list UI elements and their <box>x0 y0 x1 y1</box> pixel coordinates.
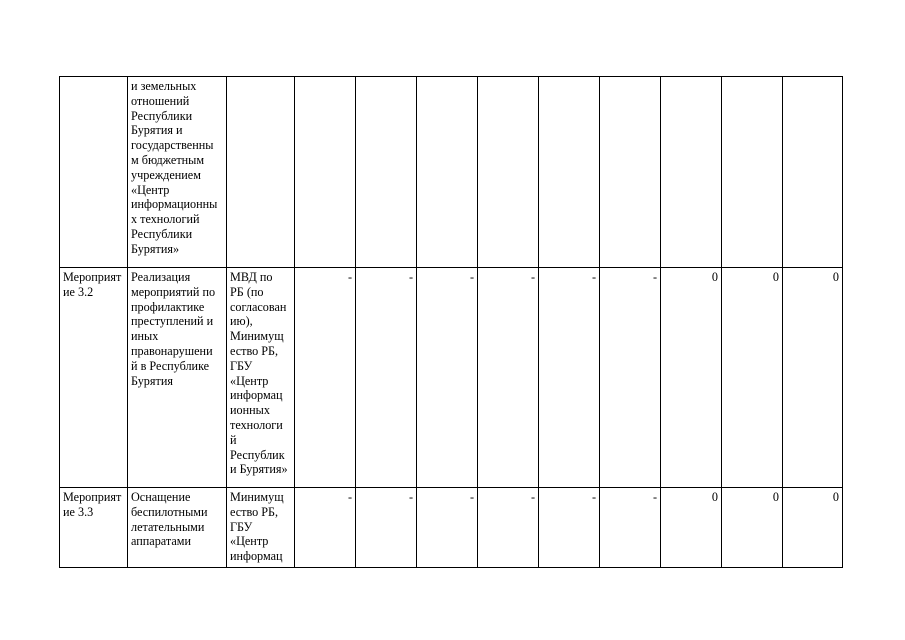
value-cell <box>417 77 478 268</box>
value-cell: - <box>539 268 600 488</box>
table-row <box>60 77 843 268</box>
value-cell: - <box>600 268 661 488</box>
value-cell: 0 <box>722 268 783 488</box>
value-cell <box>295 77 356 268</box>
value-cell: - <box>356 488 417 568</box>
measure-code-cell: Мероприят ие 3.3 <box>60 488 128 568</box>
value-cell: - <box>417 268 478 488</box>
measure-code-cell: Мероприят ие 3.2 <box>60 268 128 488</box>
value-cell: 0 <box>783 268 843 488</box>
measure-code-cell <box>60 77 128 268</box>
table-row <box>60 488 843 568</box>
value-cell <box>600 77 661 268</box>
value-cell <box>356 77 417 268</box>
value-cell: - <box>295 268 356 488</box>
executor-cell: Минимущ ество РБ, ГБУ «Центр информац <box>227 488 295 568</box>
value-cell <box>722 77 783 268</box>
measure-name-cell: и земельных отношений Республики Бурятия и государственны м бюджетным учреждением «Центр информационны х технологий Республики Бурятия» <box>128 77 227 268</box>
value-cell: - <box>539 488 600 568</box>
value-cell: - <box>295 488 356 568</box>
value-cell: - <box>478 488 539 568</box>
value-cell: 0 <box>661 488 722 568</box>
value-cell: - <box>478 268 539 488</box>
executor-cell: МВД по РБ (по согласован ию), Минимущ ество РБ, ГБУ «Центр информац ионных технологи й Республик и Бурятия» <box>227 268 295 488</box>
value-cell: 0 <box>722 488 783 568</box>
measure-name-cell: Реализация мероприятий по профилактике преступлений и иных правонарушени й в Республике Бурятия <box>128 268 227 488</box>
value-cell: 0 <box>661 268 722 488</box>
measure-name-cell: Оснащение беспилотными летательными аппаратами <box>128 488 227 568</box>
value-cell <box>478 77 539 268</box>
value-cell: 0 <box>783 488 843 568</box>
value-cell <box>783 77 843 268</box>
value-cell <box>661 77 722 268</box>
value-cell: - <box>600 488 661 568</box>
table-row <box>60 268 843 488</box>
executor-cell <box>227 77 295 268</box>
value-cell <box>539 77 600 268</box>
value-cell: - <box>356 268 417 488</box>
measures-table <box>59 76 843 568</box>
value-cell: - <box>417 488 478 568</box>
